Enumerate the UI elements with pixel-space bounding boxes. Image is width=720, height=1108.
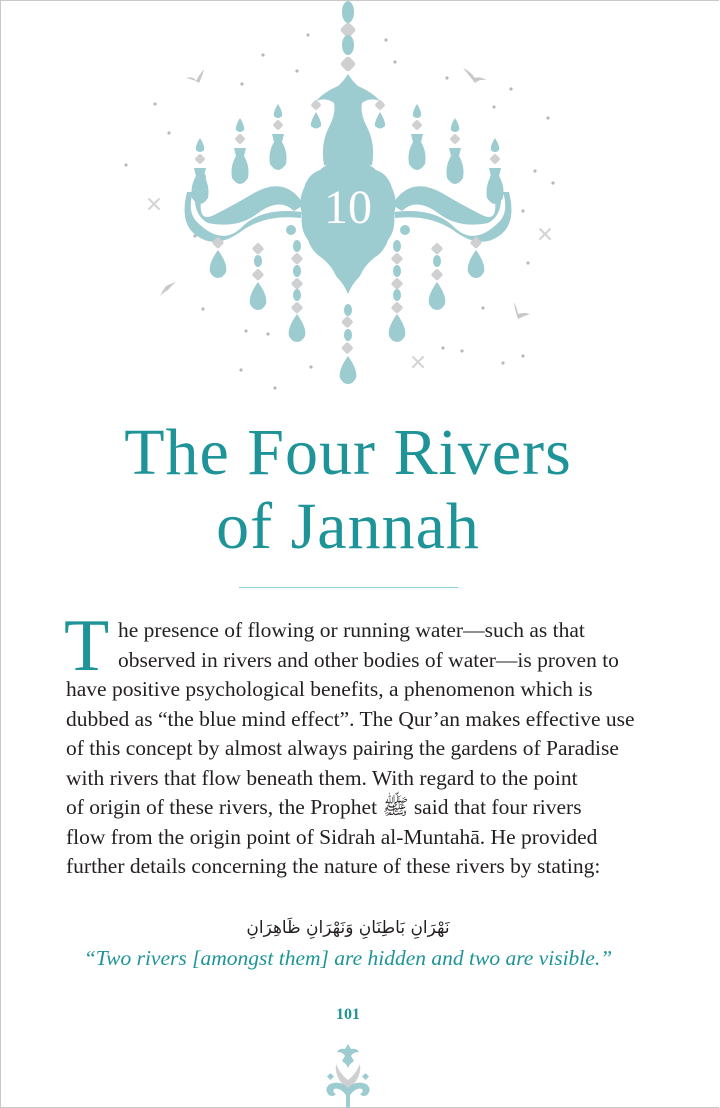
title-divider bbox=[239, 587, 458, 588]
body-line: further details concerning the nature of these rivers by stating: bbox=[66, 854, 601, 878]
body-line: he presence of flowing or running water—such as that bbox=[118, 618, 585, 642]
body-line: flow from the origin point of Sidrah al-Muntahā. He provided bbox=[66, 824, 598, 849]
body-line: dubbed as “the blue mind effect”. The Qur’an makes effective use bbox=[66, 706, 635, 731]
chapter-number: 10 bbox=[324, 181, 372, 234]
body-line: with rivers that flow beneath them. With regard to the point bbox=[66, 765, 578, 790]
body-paragraph bbox=[64, 605, 666, 882]
body-line: of origin of these rivers, the Prophet ﷺ said that four rivers bbox=[66, 795, 582, 819]
body-line: have positive psychological benefits, a phenomenon which is bbox=[66, 677, 593, 701]
hadith-translation: “Two rivers [amongst them] are hidden and two are visible.” bbox=[83, 946, 613, 970]
chandelier-chain bbox=[340, 1, 357, 72]
body-line: of this concept by almost always pairing the gardens of Paradise bbox=[66, 736, 619, 760]
hadith-arabic: نَهْرَانِ بَاطِنَانِ وَنَهْرَانِ ظَاهِرَانِ bbox=[246, 918, 450, 938]
chapter-title-line-2: of Jannah bbox=[216, 490, 480, 563]
body-line: observed in rivers and other bodies of water—is proven to bbox=[118, 647, 619, 672]
drop-cap: T bbox=[64, 605, 110, 687]
fleur-ornament-icon bbox=[318, 1030, 378, 1108]
chapter-title-line-1: The Four Rivers bbox=[124, 416, 572, 489]
page-number: 101 bbox=[336, 1006, 360, 1023]
